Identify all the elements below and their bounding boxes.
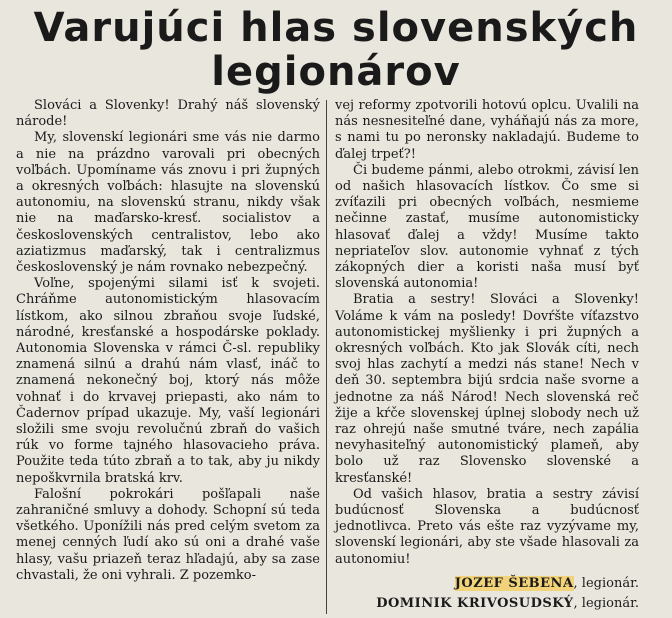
- signatures: [335, 574, 639, 614]
- signature-role: , legionár.: [573, 575, 639, 591]
- signature-line: [335, 594, 639, 614]
- signature-role: , legionár.: [573, 595, 639, 611]
- right-column: [327, 98, 639, 614]
- paragraph: My, slovenskí legionári sme vás nie darmo a nie na prázdno varovali pri obecných voľbách. Upomíname vás znovu i pri župných a okresných voľbách: hlasujte na slovenskú autonomiu, na slovenskú stranu, nikdy však nie na maďarsko-kresť. socialistov a československých centralistov, lebo ako aziatizmus maďarský, tak i centralizmus československý je nám rovnako nebezpečný.: [16, 130, 320, 276]
- paragraph: Bratia a sestry! Slováci a Slovenky! Voláme k vám na posledy! Dovŕšte víťazstvo autonomistickej myšlienky i pri župných a okresných voľbách. Kto jak Slovák cíti, nech svoj hlas zachytí a medzi nás stane! Nech v deň 30. septembra bijú srdcia naše svorne a jednotne za náš Národ! Nech slovenská reč žije a kŕče slovenskej úplnej slobody nech už raz ohrejú naše smutné tváre, nech zapália nevyhasiteľný autonomistický plameň, aby bolo už raz Slovensko slovenské a kresťanské!: [335, 292, 639, 486]
- paragraph: vej reformy zpotvorili hotovú oplcu. Uvalili na nás nesnesiteľné dane, vyháňajú nás za more, s nami tu po neronsky nakladajú. Budeme to ďalej trpeť?!: [335, 98, 639, 162]
- headline-line-1: Varujúci hlas slovenských: [33, 5, 639, 51]
- signature-name: DOMINIK KRIVOSUDSKÝ: [376, 595, 574, 611]
- paragraph: Voľne, spojenými silami isť k svojeti. Chráňme autonomistickým hlasovacím lístkom, ako silnou zbraňou svoje ľudské, národné, kresťanské a hospodárske poklady. Autonomia Slovenska v rámci Č-sl. republiky znamená silnú a drahú nám vlasť, ináč to znamená nekonečný boj, ktorý nás môže vohnať i do krvavej priepasti, ako nám to Čadernov prípad ukazuje. My, vaší legionári složili sme svoju revolučnú zbraň do vašich rúk vo forme tajného hlasovacieho práva. Použite teda túto zbraň a to tak, aby ju nikdy nepoškvrnila bratská krv.: [16, 276, 320, 486]
- paragraph: Slováci a Slovenky! Drahý náš slovenský národe!: [16, 98, 320, 130]
- article-columns: [16, 98, 656, 614]
- signature-line: [335, 574, 639, 594]
- signature-name: JOZEF ŠEBENA: [454, 575, 574, 591]
- paragraph: Či budeme pánmi, alebo otrokmi, závisí len od našich hlasovacích lístkov. Čo sme si zvíťazili pri obecných voľbách, nesmieme nečinne zastať, musíme autonomisticky hlasovať ďalej a vždy! Musíme takto nepriateľov slov. autonomie vyhnať z tých zákopných dier a koristi naša musí byť slovenská autonomia!: [335, 162, 639, 292]
- left-column: [16, 98, 326, 614]
- headline: [16, 6, 656, 94]
- paragraph: Falošní pokrokári pošľapali naše zahraničné smluvy a dohody. Schopní sú teda všetkého. Uponížili nás pred celým svetom za menej cenných ľudí ako sú oni a drahé vaše hlasy, vašu priazeň teraz hľadajú, aby sa zase chvastali, že oni vyhrali. Z pozemko-: [16, 486, 320, 583]
- paragraph: Od vašich hlasov, bratia a sestry závisí budúcnosť Slovenska a budúcnosť jednotlivca. Preto vás ešte raz vyzývame my, slovenskí legionári, aby ste všade hlasovali za autonomiu!: [335, 486, 639, 567]
- headline-line-2: legionárov: [211, 49, 461, 95]
